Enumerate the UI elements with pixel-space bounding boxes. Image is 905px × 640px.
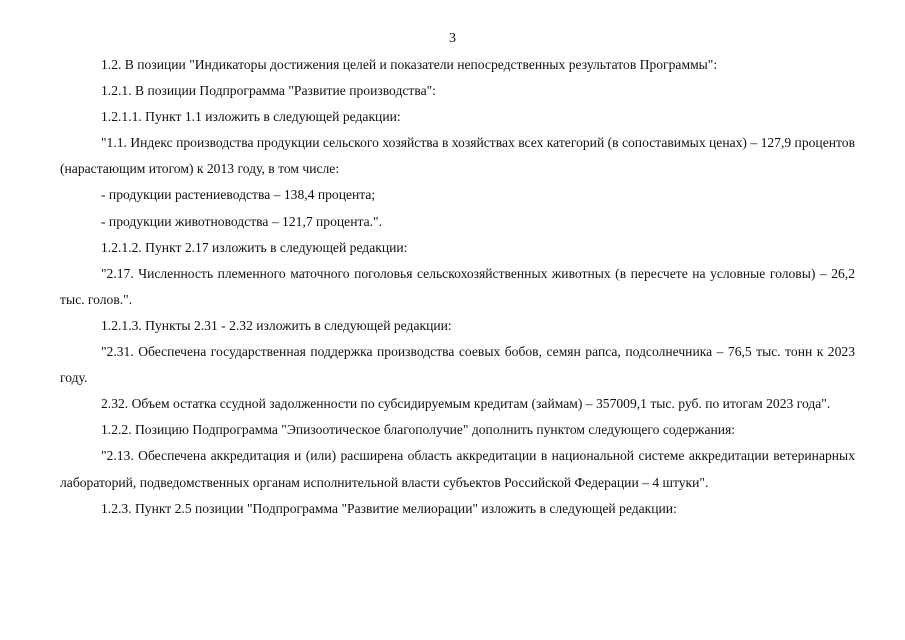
paragraph-livestock-production: - продукции животноводства – 121,7 процента.". [101,213,382,229]
paragraph-1-2-1-3: 1.2.1.3. Пункты 2.31 - 2.32 изложить в следующей редакции: [101,317,452,333]
paragraph-1-2-1-1: 1.2.1.1. Пункт 1.1 изложить в следующей редакции: [101,109,401,125]
paragraph-1-2-3: 1.2.3. Пункт 2.5 позиции "Подпрограмма "Развитие мелиорации" изложить в следующей редакции: [101,500,677,516]
page-number: 3 [449,31,456,46]
paragraph-crop-production: - продукции растениеводства – 138,4 процента; [101,187,376,203]
paragraph-item-2-31: "2.31. Обеспечена государственная поддержка производства соевых бобов, семян рапса, подсолнечника – 76,5 тыс. тонн к 2023 году. [60,344,855,386]
paragraph-1-2-2: 1.2.2. Позицию Подпрограмма "Эпизоотическое благополучие" дополнить пунктом следующего содержания: [101,422,736,438]
paragraph-item-2-13: "2.13. Обеспечена аккредитация и (или) расширена область аккредитации в национальной системе аккредитации ветеринарных лабораторий, подведомственных органам исполнительной власти субъектов Российской Федерации – 4 штуки". [60,448,855,490]
paragraph-item-1-1: "1.1. Индекс производства продукции сельского хозяйства в хозяйствах всех категорий (в сопоставимых ценах) – 127,9 процентов (нарастающим итогом) к 2013 году, в том числе: [60,135,855,177]
paragraph-1-2: 1.2. В позиции "Индикаторы достижения целей и показатели непосредственных результатов Программы": [101,57,718,72]
document-body [60,52,855,522]
paragraph-1-2-1-2: 1.2.1.2. Пункт 2.17 изложить в следующей редакции: [101,239,408,255]
paragraph-item-2-32: 2.32. Объем остатка ссудной задолженности по субсидируемым кредитам (займам) – 357009,1 тыс. руб. по итогам 2023 года". [101,396,831,412]
paragraph-item-2-17: "2.17. Численность племенного маточного поголовья сельскохозяйственных животных (в пересчете на условные головы) – 26,2 тыс. голов.". [60,265,855,307]
paragraph-1-2-1: 1.2.1. В позиции Подпрограмма "Развитие производства": [101,83,436,99]
